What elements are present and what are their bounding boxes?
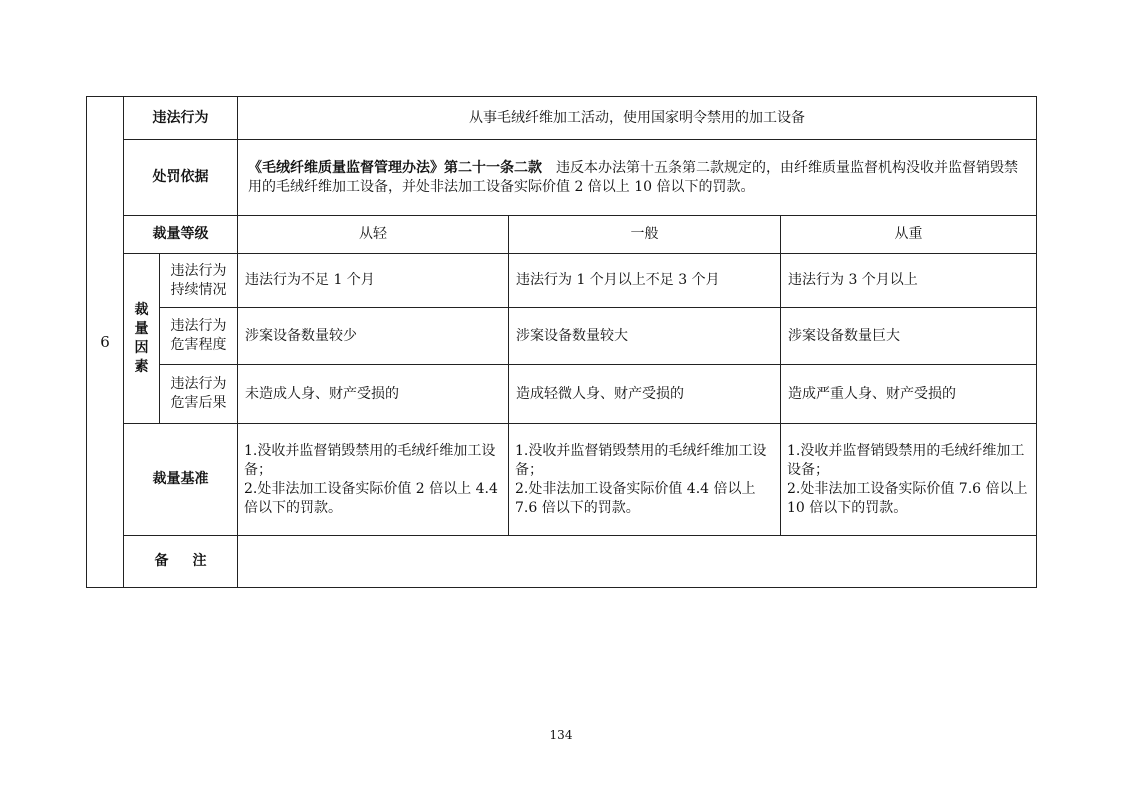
standard-heavy-line: 2.处非法加工设备实际价值 7.6 倍以上 10 倍以下的罚款。 (787, 480, 1028, 516)
factor-label (160, 365, 238, 424)
factors-label-char: 裁 (134, 301, 149, 318)
standard-general (509, 424, 781, 536)
remarks-label (124, 536, 238, 588)
level-general: 一般 (509, 216, 781, 254)
factor-label-line: 危害程度 (170, 337, 227, 353)
row-number: 6 (87, 97, 124, 588)
factors-label-char: 因 (134, 339, 149, 356)
factor-label-line: 危害后果 (170, 395, 227, 411)
factor-label (160, 308, 238, 365)
penalty-standard-table (86, 96, 1037, 588)
standard-row (87, 424, 1037, 536)
factor-heavy: 涉案设备数量巨大 (781, 308, 1037, 365)
violation-text: 从事毛绒纤维加工活动，使用国家明令禁用的加工设备 (238, 97, 1037, 140)
standard-light-line: 2.处非法加工设备实际价值 2 倍以上 4.4 倍以下的罚款。 (244, 480, 498, 516)
level-heavy: 从重 (781, 216, 1037, 254)
factor-heavy: 违法行为 3 个月以上 (781, 254, 1037, 308)
factors-label-char: 量 (134, 320, 149, 337)
basis-text: 违反本办法第十五条第二款规定的，由纤维质量监督机构没收并监督销毁禁用的毛绒纤维加工设备，并处非法加工设备实际价值 2 倍以上 10 倍以下的罚款。 (248, 159, 1018, 195)
factor-general: 造成轻微人身、财产受损的 (509, 365, 781, 424)
factor-row (87, 365, 1037, 424)
factor-general: 涉案设备数量较大 (509, 308, 781, 365)
level-light: 从轻 (238, 216, 509, 254)
standard-general-line: 1.没收并监督销毁禁用的毛绒纤维加工设备； (515, 442, 767, 478)
factor-light: 涉案设备数量较少 (238, 308, 509, 365)
factor-row (87, 254, 1037, 308)
factor-light: 违法行为不足 1 个月 (238, 254, 509, 308)
standard-light (238, 424, 509, 536)
factor-general: 违法行为 1 个月以上不足 3 个月 (509, 254, 781, 308)
factor-light: 未造成人身、财产受损的 (238, 365, 509, 424)
violation-label: 违法行为 (124, 97, 238, 140)
factor-label-line: 违法行为 (170, 376, 227, 392)
page-number: 134 (549, 728, 573, 742)
factor-label-line: 持续情况 (170, 281, 227, 298)
basis-label: 处罚依据 (124, 140, 238, 216)
factor-label-line: 违法行为 (170, 262, 227, 279)
factor-label (160, 254, 238, 308)
levels-row (87, 216, 1037, 254)
remarks-text (238, 536, 1037, 588)
factor-row (87, 308, 1037, 365)
standard-general-line: 2.处非法加工设备实际价值 4.4 倍以上 7.6 倍以下的罚款。 (515, 480, 756, 516)
remarks-label-char: 备 (154, 553, 169, 569)
basis-row (87, 140, 1037, 216)
factor-label-line: 违法行为 (170, 318, 227, 334)
basis-cell (238, 140, 1037, 216)
standard-heavy-line: 1.没收并监督销毁禁用的毛绒纤维加工设备； (787, 442, 1025, 478)
standard-label: 裁量基准 (124, 424, 238, 536)
factors-label (124, 254, 160, 424)
factor-heavy: 造成严重人身、财产受损的 (781, 365, 1037, 424)
remarks-row (87, 536, 1037, 588)
remarks-label-char: 注 (192, 553, 207, 569)
basis-title: 《毛绒纤维质量监督管理办法》第二十一条二款 (248, 159, 542, 176)
levels-label: 裁量等级 (124, 216, 238, 254)
standard-heavy (781, 424, 1037, 536)
factors-label-char: 素 (134, 358, 149, 375)
standard-light-line: 1.没收并监督销毁禁用的毛绒纤维加工设备； (244, 442, 496, 478)
violation-row (87, 97, 1037, 140)
